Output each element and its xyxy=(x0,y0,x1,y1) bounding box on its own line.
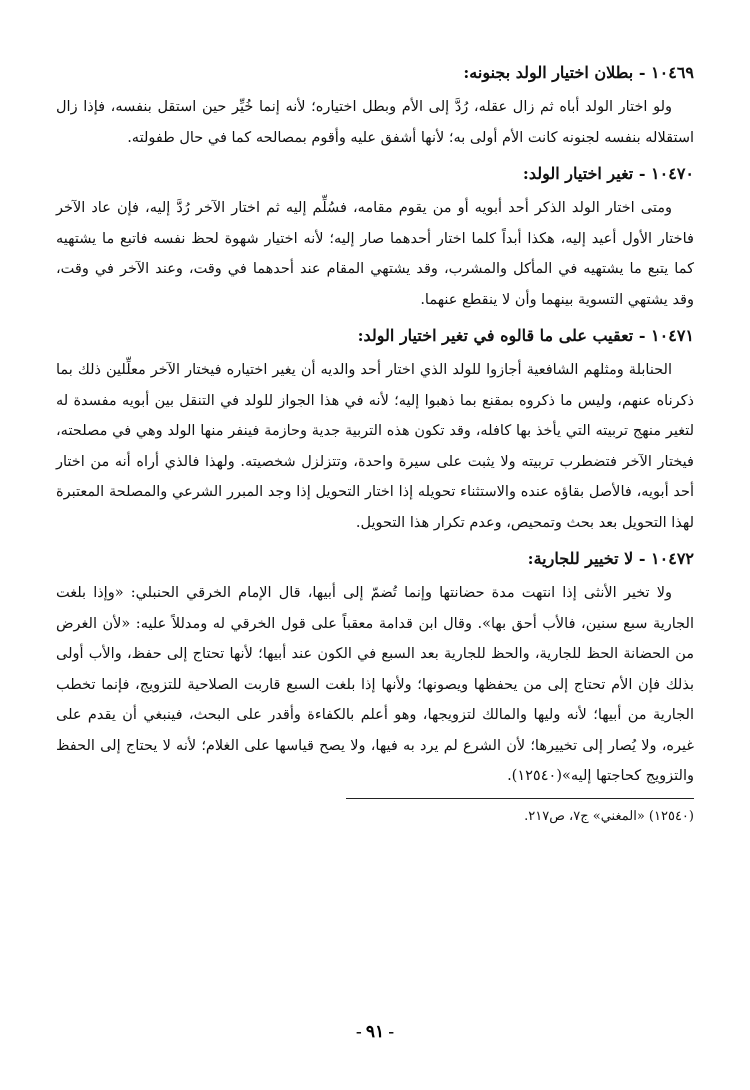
section-10472 xyxy=(56,544,694,792)
section-paragraph: ولو اختار الولد أباه ثم زال عقله، رُدَّ إلى الأم وبطل اختياره؛ لأنه إنما خُيِّر حين استقل بنفسه، فإذا زال استقلاله بنفسه لجنونه كانت الأم أولى به؛ لأنها أشفق عليه وأقوم بمصالحه كما في حال طفولته. xyxy=(56,99,694,146)
page-number: - ٩١ - xyxy=(355,1022,395,1041)
section-paragraph: ومتى اختار الولد الذكر أحد أبويه أو من يقوم مقامه، فسُلِّم إليه ثم اختار الآخر رُدَّ إليه، فإن عاد الآخر فاختار الأول أعيد إليه، هكذا أبداً كلما اختار أحدهما صار إليه؛ لأنه اختيار شهوة لحظ نفسه فاتبع ما يشتهيه كما يتبع ما يشتهيه في المأكل والمشرب، وقد يشتهي المقام عند أحدهما في وقت، وعند الآخر في وقت، وقد يشتهي التسوية بينهما وأن لا ينقطع عنهما. xyxy=(56,200,694,308)
section-10469 xyxy=(56,58,694,153)
section-10470 xyxy=(56,159,694,315)
footnote-separator xyxy=(346,798,694,799)
section-paragraph: الحنابلة ومثلهم الشافعية أجازوا للولد الذي اختار أحد والديه أن يغير اختياره فيختار الآخر معلِّلين ذلك بما ذكرناه عنهم، وليس ما ذكروه بمقنع بما ذهبوا إليه؛ لأنه في هذا الجواز للولد في التنقل بين أبويه مفسدة له لتغير منهج تربيته التي يأخذ بها كافله، وقد تكون هذه التربية جدية وحازمة فينفر منها الولد وهي في مصلحته، فيختار الآخر فتضطرب تربيته ولا يثبت على سيرة واحدة، وتتزلزل شخصيته. ولهذا فالذي أراه أنه من اختار أحد أبويه، فالأصل بقاؤه عنده والاستثناء تحويله إذا اختار التحويل إذا وجد المبرر الشرعي والمصلحة المعتبرة لهذا التحويل بعد بحث وتمحيص، وعدم تكرار هذا التحويل. xyxy=(56,362,694,531)
section-10471 xyxy=(56,321,694,538)
section-heading: ١٠٤٦٩ - بطلان اختيار الولد بجنونه: xyxy=(463,63,694,82)
section-heading: ١٠٤٧٢ - لا تخيير للجارية: xyxy=(527,549,694,568)
section-paragraph: ولا تخير الأنثى إذا انتهت مدة حضانتها وإنما تُضمّ إلى أبيها، قال الإمام الخرقي الحنبلي: «وإذا بلغت الجارية سبع سنين، فالأب أحق بها». وقال ابن قدامة معقباً على قول الخرقي له ومدللاً عليه: «لأن الغرض من الحضانة الحظ للجارية، والحظ للجارية بعد السبع في الكون عند أبيها؛ لأنها تحتاج إلى حفظ، والأب أولى بذلك فإن الأم تحتاج إلى من يحفظها ويصونها؛ ولأنها إذا بلغت السبع قاربت الصلاحية للتزويج، فإنما تخطب الجارية من أبيها؛ لأنه وليها والمالك لتزويجها، وهو أعلم بالكفاءة وأقدر على البحث، فينبغي أن يقدم على غيره، ولا يُصار إلى تخييرها؛ لأن الشرع لم يرد به فيها، ولا يصح قياسها على الغلام؛ لأنه لا يحتاج إلى الحفظ والتزويج كحاجتها إليه»(١٢٥٤٠). xyxy=(56,585,694,784)
section-heading: ١٠٤٧٠ - تغير اختيار الولد: xyxy=(522,164,694,183)
footnote: (١٢٥٤٠) «المغني» ج٧، ص٢١٧. xyxy=(524,808,694,824)
section-heading: ١٠٤٧١ - تعقيب على ما قالوه في تغير اختيار الولد: xyxy=(357,326,694,345)
